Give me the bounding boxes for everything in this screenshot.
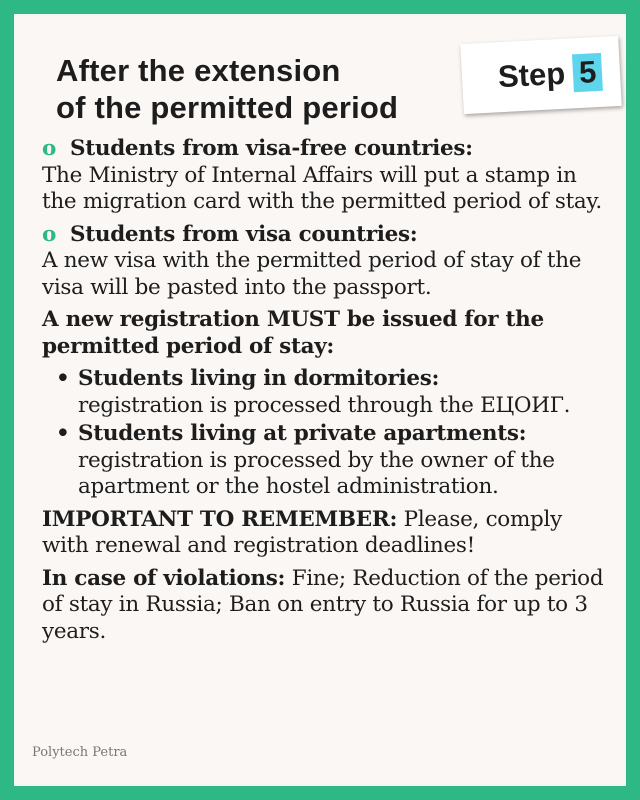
list-item-heading: Students living at private apartments: [78, 421, 527, 446]
footer-brand: Polytech Petra [32, 745, 128, 760]
section-visa-free-heading: Students from visa-free countries: [70, 136, 473, 161]
step-badge [460, 36, 621, 114]
registration-list [42, 366, 612, 501]
circle-bullet-icon: o [42, 221, 57, 247]
list-item [56, 421, 612, 501]
bullet-dot-icon: • [56, 366, 70, 391]
violations-label: In case of violations: [42, 565, 286, 591]
violations-note [42, 566, 612, 646]
registration-heading: A new registration MUST be issued for the permitted period of stay: [42, 307, 544, 359]
list-item-text: registration is processed through the ЕЦОИГ. [78, 392, 571, 418]
section-visa [42, 222, 612, 302]
step-number: 5 [572, 53, 603, 92]
section-visa-text: A new visa with the permitted period of stay of the visa will be pasted into the passport. [42, 248, 582, 300]
violations-text: Fine; Reduction of the period of stay in Russia; Ban on entry to Russia for up to 3 years. [42, 565, 604, 644]
important-label: IMPORTANT TO REMEMBER: [42, 506, 398, 532]
bullet-dot-icon: • [56, 421, 70, 446]
page-title [56, 52, 398, 126]
circle-bullet-icon: o [42, 136, 57, 161]
list-item-heading: Students living in dormitories: [78, 366, 440, 391]
title-line-2: of the permitted period [56, 90, 399, 125]
step-label: Step [497, 55, 567, 95]
title-line-1: After the extension [56, 53, 341, 88]
list-item [56, 366, 612, 419]
list-item-text: registration is processed by the owner of the apartment or the hostel administration. [78, 447, 555, 499]
important-text: Please, comply with renewal and registration deadlines! [42, 506, 562, 558]
section-visa-heading: Students from visa countries: [70, 221, 418, 247]
main-content [42, 136, 612, 651]
important-note [42, 507, 612, 560]
section-visa-free-text: The Ministry of Internal Affairs will put a stamp in the migration card with the permitted period of stay. [42, 162, 602, 214]
section-visa-free [42, 136, 612, 216]
